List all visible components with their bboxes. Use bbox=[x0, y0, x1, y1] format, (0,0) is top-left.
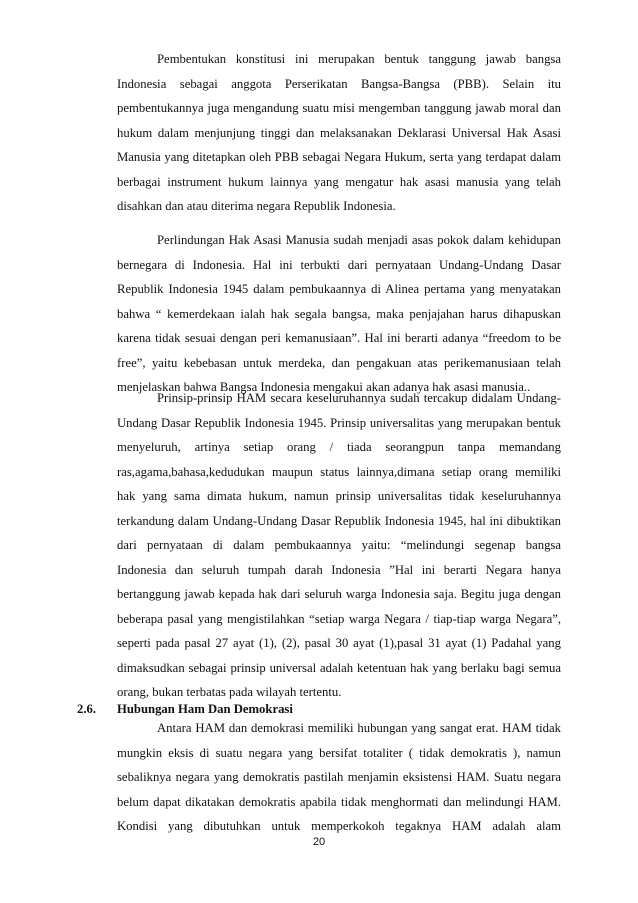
text-line: free”, yaitu kebebasan untuk merdeka, dan pengakuan atas perikemanusiaan telah bbox=[117, 355, 561, 370]
section-paragraph bbox=[117, 716, 561, 839]
text-line: Prinsip-prinsip HAM secara keseluruhannya sudah tercakup didalam Undang- bbox=[157, 391, 561, 405]
text-line: Undang Dasar Republik Indonesia 1945. Prinsip universalitas yang merupakan bentuk bbox=[117, 415, 561, 430]
text-line: dimaksudkan sebagai prinsip universal adalah ketentuan hak yang berlaku bagi semua bbox=[117, 660, 561, 675]
text-line: menjelaskan bahwa Bangsa Indonesia mengakui akan adanya hak asasi manusia.. bbox=[117, 380, 531, 394]
text-line: bahwa “ kemerdekaan ialah hak segala bangsa, maka penjajahan harus dihapuskan bbox=[117, 306, 561, 321]
text-line: berbagai instrument hukum lainnya yang mengatur hak asasi manusia yang telah bbox=[117, 174, 561, 189]
section-title: Hubungan Ham Dan Demokrasi bbox=[117, 702, 293, 716]
text-line: sebaliknya negara yang demokratis pastilah menjamin eksistensi HAM. Suatu negara bbox=[117, 770, 561, 784]
text-line: terkandung dalam Undang-Undang Dasar Republik Indonesia 1945, hal ini dibuktikan bbox=[117, 513, 561, 528]
text-line: Perlindungan Hak Asasi Manusia sudah menjadi asas pokok dalam kehidupan bbox=[157, 233, 561, 247]
page-number: 20 bbox=[312, 836, 326, 848]
text-line: hukum dalam menjunjung tinggi dan melaksanakan Deklarasi Universal Hak Asasi bbox=[117, 125, 561, 140]
text-line: Republik Indonesia 1945 dalam pembukaannya di Alinea pertama yang menyatakan bbox=[117, 282, 561, 296]
paragraph-1 bbox=[117, 47, 561, 219]
text-line: orang, bukan terbatas pada wilayah tertentu. bbox=[117, 685, 342, 699]
paragraph-2 bbox=[117, 228, 561, 400]
text-line: menyeluruh, artinya setiap orang / tiada seorangpun tanpa memandang bbox=[117, 440, 561, 454]
text-line: pembentukannya juga mengandung suatu misi mengemban tanggung jawab moral dan bbox=[117, 101, 561, 115]
text-line: Indonesia sebagai anggota Perserikatan Bangsa-Bangsa (PBB). Selain itu bbox=[117, 76, 561, 91]
text-line: Kondisi yang dibutuhkan untuk memperkokoh tegaknya HAM adalah alam bbox=[117, 819, 561, 833]
text-line: mungkin eksis di suatu negara yang bersifat totaliter ( tidak demokratis ), namun bbox=[117, 745, 561, 760]
text-line: hak yang sama dimata hukum, namun prinsip universalitas tidak keseluruhannya bbox=[117, 489, 561, 503]
text-line: belum dapat dikatakan demokratis apabila tidak menghormati dan melindungi HAM. bbox=[117, 794, 561, 809]
text-line: beberapa pasal yang mengistilahkan “setiap warga Negara / tiap-tiap warga Negara”, bbox=[117, 611, 561, 626]
text-line: dari pernyataan di dalam pembukaannya yaitu: “melindungi segenap bangsa bbox=[117, 538, 561, 552]
text-line: Manusia yang ditetapkan oleh PBB sebagai Negara Hukum, serta yang terdapat dalam bbox=[117, 150, 561, 164]
text-line: seperti pada pasal 27 ayat (1), (2), pasal 30 ayat (1),pasal 31 ayat (1) Padahal yang bbox=[117, 636, 561, 650]
paragraph-3 bbox=[117, 386, 561, 705]
text-line: karena tidak sesuai dengan peri kemanusiaan”. Hal ini berarti adanya “freedom to be bbox=[117, 331, 561, 345]
text-line: Antara HAM dan demokrasi memiliki hubungan yang sangat erat. HAM tidak bbox=[157, 721, 561, 735]
text-line: bernegara di Indonesia. Hal ini terbukti dari pernyataan Undang-Undang Dasar bbox=[117, 257, 561, 272]
text-line: bertanggung jawab kepada hak dari seluruh warga Indonesia saja. Begitu juga dengan bbox=[117, 587, 561, 601]
text-line: Pembentukan konstitusi ini merupakan bentuk tanggung jawab bangsa bbox=[157, 52, 561, 66]
text-line: ras,agama,bahasa,kedudukan maupun status lainnya,dimana setiap orang memiliki bbox=[117, 464, 561, 479]
text-line: disahkan dan atau diterima negara Republik Indonesia. bbox=[117, 199, 396, 213]
section-number: 2.6. bbox=[77, 702, 97, 716]
text-line: Indonesia dan seluruh tumpah darah Indonesia ”Hal ini berarti Negara hanya bbox=[117, 562, 561, 577]
